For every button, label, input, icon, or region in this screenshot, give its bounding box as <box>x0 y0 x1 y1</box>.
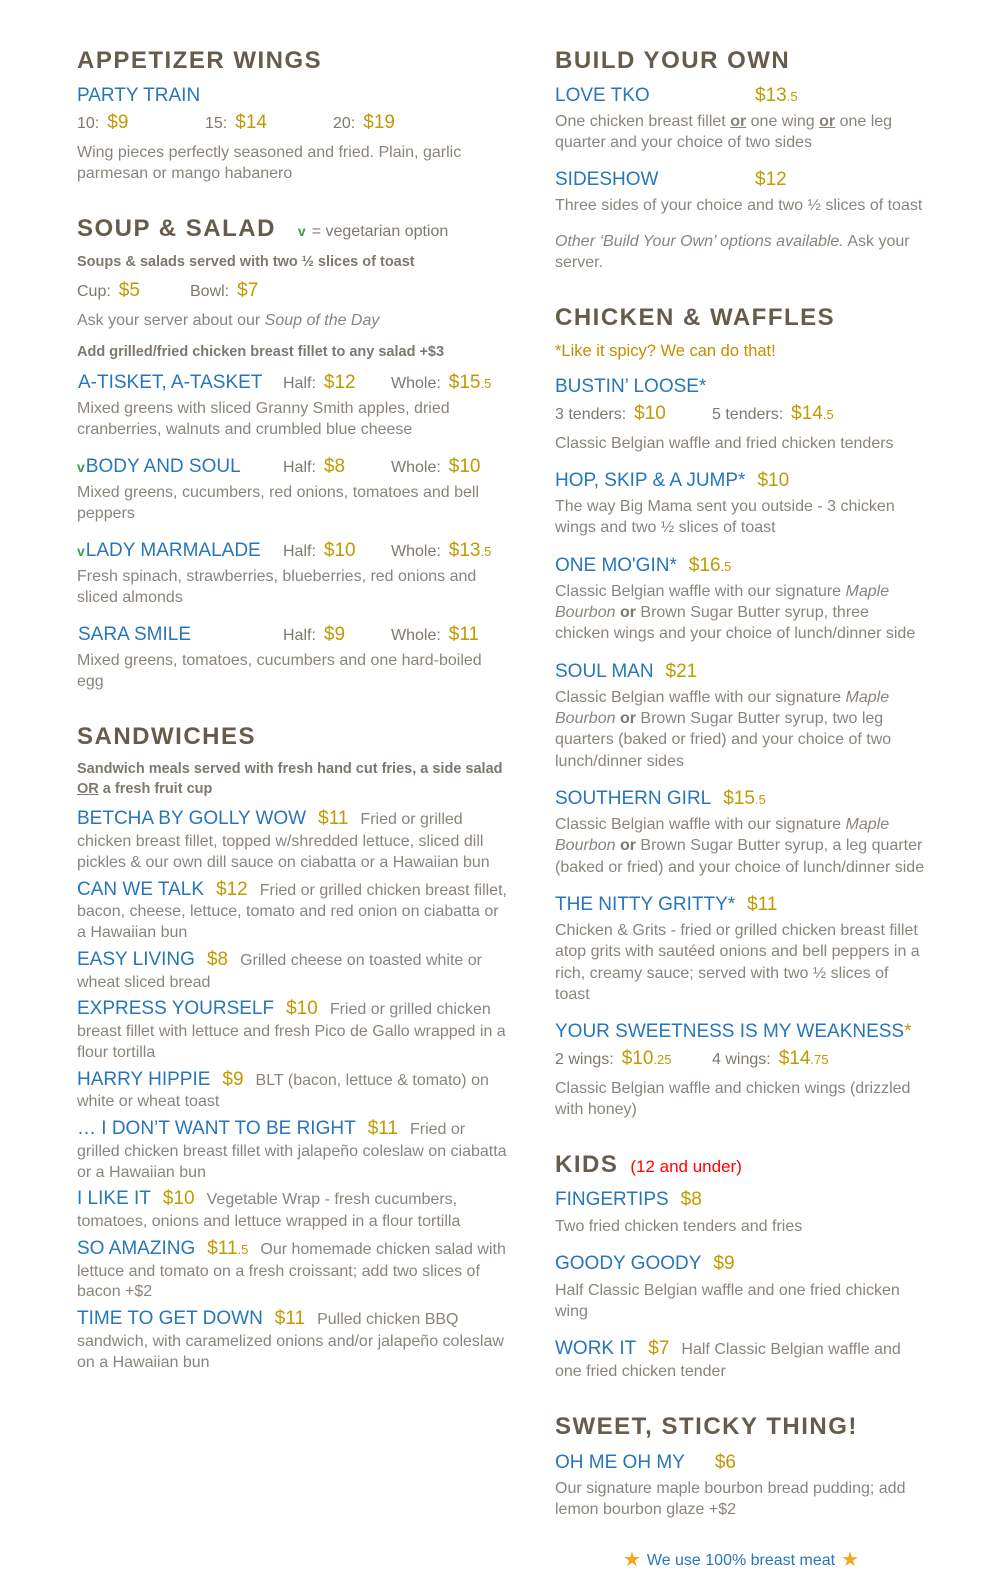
item-desc: Classic Belgian waffle with our signature Maple Bourbon or Brown Sugar Butter syrup, two leg quarters (baked or fried) and your choice of two lunch/dinner sides <box>555 689 892 770</box>
menu-item-lady-marmalade <box>77 539 507 608</box>
menu-item-southern-girl <box>555 787 927 878</box>
section-title-chicken-waffles <box>555 305 927 331</box>
half-price: Half: $12 <box>283 371 356 393</box>
item-desc: Classic Belgian waffle and chicken wings (drizzled with honey) <box>555 1079 911 1118</box>
item-name: LOVE TKO <box>555 85 650 107</box>
star-icon: ★ <box>622 1548 641 1571</box>
menu-item-time-to-get-down <box>77 1307 507 1373</box>
item-name-wrap <box>77 623 283 647</box>
item-name: WORK IT <box>555 1337 637 1359</box>
price-value: $5 <box>118 280 140 302</box>
menu-item-betcha-by-golly-wow <box>77 807 507 873</box>
item-desc: Grilled cheese on toasted white or wheat sliced bread <box>77 951 482 991</box>
price-option: 3 tenders: $10 <box>555 402 666 424</box>
menu-item-soul-man <box>555 660 927 772</box>
cup-bowl-price-row <box>77 280 507 302</box>
price-value: $9 <box>713 1252 735 1274</box>
item-desc: Two fried chicken tenders and fries <box>555 1217 803 1235</box>
footnote-text: We use 100% breast meat <box>646 1551 836 1569</box>
section-title-build-your-own <box>555 48 927 74</box>
price-label: Whole: <box>391 458 441 476</box>
item-desc: Classic Belgian waffle with our signature Maple Bourbon or Brown Sugar Butter syrup, a leg quarter (baked or fried) and your choice of lunch/dinner side <box>555 816 925 876</box>
item-name: FINGERTIPS <box>555 1189 669 1211</box>
price-label: 5 tenders: <box>712 405 784 423</box>
section-title-sandwiches <box>77 724 507 750</box>
half-price: Half: $10 <box>283 539 356 561</box>
menu-item-express-yourself <box>77 997 507 1063</box>
whole-price: Whole: $13.5 <box>391 539 492 561</box>
menu-item-so-amazing <box>77 1237 507 1303</box>
menu-item-oh-me-oh-my <box>555 1451 927 1521</box>
item-desc: Pulled chicken BBQ sandwich, with caramelized onions and/or jalapeño coleslaw on a Hawaiian bun <box>77 1311 504 1371</box>
item-desc: Mixed greens, cucumbers, red onions, tomatoes and bell peppers <box>77 483 479 522</box>
item-name: I LIKE IT <box>77 1188 151 1210</box>
menu-item-fingertips <box>555 1188 927 1237</box>
salad-row <box>77 623 507 647</box>
add-chicken-note: Add grilled/fried chicken breast fillet to any salad +$3 <box>77 344 445 361</box>
item-desc: Fried or grilled chicken breast fillet with jalapeño coleslaw on ciabatta or a Hawaiian bun <box>77 1121 507 1181</box>
price-label: Whole: <box>391 374 441 392</box>
price-value: $16.5 <box>688 554 732 576</box>
price-option <box>77 112 205 134</box>
price-label: Whole: <box>391 542 441 560</box>
item-name: SOUTHERN GIRL <box>555 787 712 809</box>
item-name: SARA SMILE <box>78 623 191 645</box>
name-price-row <box>555 893 927 918</box>
star-icon: ★ <box>841 1548 860 1571</box>
menu-item-one-mogin <box>555 554 927 645</box>
name-price-row <box>555 1188 927 1213</box>
section-title-text: APPETIZER WINGS <box>77 47 323 74</box>
item-name: OH ME OH MY <box>555 1451 685 1473</box>
menu-item-harry-hippie <box>77 1068 507 1113</box>
item-name: EASY LIVING <box>77 948 195 970</box>
item-name: SO AMAZING <box>77 1237 196 1259</box>
item-name: … I DON’T WANT TO BE RIGHT <box>77 1118 356 1140</box>
price-value: $9 <box>107 112 129 134</box>
menu-item-easy-living <box>77 948 507 993</box>
price-option <box>190 280 258 302</box>
item-name: EXPRESS YOURSELF <box>77 998 275 1020</box>
menu-item-a-tisket <box>77 371 507 440</box>
item-desc: Classic Belgian waffle and fried chicken tenders <box>555 434 894 452</box>
name-price-row <box>555 469 927 494</box>
vegetarian-icon: v <box>77 458 85 475</box>
name-price-row <box>555 1252 927 1277</box>
byo-note: Other ‘Build Your Own’ options available. Ask your server. <box>555 233 910 272</box>
price-value: $15.5 <box>723 787 766 809</box>
price-value: $7 <box>237 280 259 302</box>
name-price-row <box>555 660 927 685</box>
item-desc: Our signature maple bourbon bread pudding; add lemon bourbon glaze +$2 <box>555 1480 906 1519</box>
price-value: $13.5 <box>755 85 798 107</box>
item-name: CAN WE TALK <box>77 878 205 900</box>
spicy-note: *Like it spicy? We can do that! <box>555 341 776 360</box>
price-value: $11.5 <box>207 1237 249 1259</box>
price-option <box>205 112 333 134</box>
price-value: $14 <box>235 112 267 134</box>
salad-row <box>77 455 507 479</box>
price-label: Cup: <box>77 283 111 301</box>
vegetarian-legend-text: = vegetarian option <box>311 223 449 241</box>
menu-item-your-sweetness <box>555 1020 927 1120</box>
item-desc: Fried or grilled chicken breast fillet, topped w/shredded lettuce, sliced dill pickles & our own dill sauce on ciabatta or a Hawaiian bun <box>77 811 490 871</box>
menu-item-love-tko <box>555 84 927 153</box>
price-value: $9 <box>222 1068 244 1090</box>
item-desc: Mixed greens, tomatoes, cucumbers and one hard-boiled egg <box>77 651 482 690</box>
item-name: PARTY TRAIN <box>77 85 201 107</box>
price-option: 4 wings: $14.75 <box>712 1047 829 1069</box>
item-name-wrap <box>77 371 283 395</box>
item-name: SIDESHOW <box>555 169 659 191</box>
price-value: $6 <box>714 1451 736 1473</box>
price-label: 20: <box>333 115 356 133</box>
section-title-text: KIDS <box>555 1150 619 1178</box>
price-label: 15: <box>205 115 228 133</box>
item-desc: Three sides of your choice and two ½ slices of toast <box>555 197 923 215</box>
item-name: THE NITTY GRITTY* <box>555 893 736 915</box>
vegetarian-icon: v <box>297 223 306 240</box>
half-price: Half: $8 <box>283 455 346 477</box>
menu-item-hop-skip-jump <box>555 469 927 539</box>
item-desc: Fresh spinach, strawberries, blueberries, red onions and sliced almonds <box>77 567 477 606</box>
kids-age-note: (12 and under) <box>630 1156 742 1176</box>
price-label: 10: <box>77 115 100 133</box>
section-title-kids <box>555 1152 927 1178</box>
name-price-row <box>555 1451 927 1476</box>
left-column <box>77 0 507 1377</box>
item-name: HARRY HIPPIE <box>77 1068 211 1090</box>
item-desc: Mixed greens with sliced Granny Smith apples, dried cranberries, walnuts and crumbled blue cheese <box>77 399 450 438</box>
whole-price: Whole: $10 <box>391 455 481 477</box>
vegetarian-legend <box>298 223 448 240</box>
section-title-appetizer-wings <box>77 48 507 74</box>
price-value: $7 <box>648 1337 670 1359</box>
item-name: A-TISKET, A-TASKET <box>78 371 263 393</box>
item-desc: Half Classic Belgian waffle and one fried chicken tender <box>555 1340 901 1380</box>
price-value: $10 <box>757 469 790 491</box>
section-title-text: CHICKEN & WAFFLES <box>555 304 836 332</box>
vegetarian-icon: v <box>77 542 85 559</box>
whole-price: Whole: $11 <box>391 623 480 645</box>
price-label: 3 tenders: <box>555 405 627 423</box>
price-value: $19 <box>363 112 395 134</box>
name-price-row <box>555 787 927 812</box>
price-value: $10 <box>286 998 318 1020</box>
right-column <box>555 0 927 1588</box>
item-desc: Classic Belgian waffle with our signature Maple Bourbon or Brown Sugar Butter syrup, three chicken wings and your choice of lunch/dinner side <box>555 583 916 643</box>
salad-row <box>77 539 507 563</box>
price-row <box>77 112 507 134</box>
price-option <box>77 280 190 302</box>
menu-item-nitty-gritty <box>555 893 927 1005</box>
price-value: $12 <box>755 169 787 191</box>
breast-meat-footnote <box>555 1547 927 1572</box>
item-name: LADY MARMALADE <box>85 539 261 561</box>
item-desc: The way Big Mama sent you outside - 3 chicken wings and two ½ slices of toast <box>555 498 895 537</box>
item-name: TIME TO GET DOWN <box>77 1308 263 1330</box>
item-name: HOP, SKIP & A JUMP* <box>555 469 746 491</box>
name-price-row <box>555 168 927 192</box>
item-desc: One chicken breast fillet or one wing or one leg quarter and your choice of two sides <box>555 113 893 152</box>
item-desc: Fried or grilled chicken breast fillet, bacon, cheese, lettuce, tomato and red onion on ciabatta or a Hawaiian bun <box>77 881 507 942</box>
price-label: Half: <box>283 374 316 392</box>
salad-row <box>77 371 507 395</box>
item-name: GOODY GOODY <box>555 1252 702 1274</box>
price-row <box>555 403 927 425</box>
price-label: Half: <box>283 458 316 476</box>
price-value: $11 <box>747 893 778 915</box>
price-value: $11 <box>318 808 349 830</box>
price-label: Half: <box>283 542 316 560</box>
menu-item-party-train <box>77 84 507 184</box>
price-value: $8 <box>206 948 229 970</box>
item-name: BUSTIN’ LOOSE* <box>555 375 707 397</box>
menu-item-sara-smile <box>77 623 507 692</box>
price-value: $10 <box>162 1188 195 1210</box>
item-desc: Fried or grilled chicken breast fillet with lettuce and fresh Pico de Gallo wrapped in a flour tortilla <box>77 1001 506 1061</box>
item-desc: Wing pieces perfectly seasoned and fried. Plain, garlic parmesan or mango habanero <box>77 144 462 183</box>
half-price: Half: $9 <box>283 623 346 645</box>
item-desc: Our homemade chicken salad with lettuce and tomato on a fresh croissant; add two slices of bacon +$2 <box>77 1240 506 1301</box>
price-option: 5 tenders: $14.5 <box>712 402 834 424</box>
section-title-sweet-sticky <box>555 1414 927 1440</box>
item-name: SOUL MAN <box>555 660 654 682</box>
name-price-row <box>555 84 927 108</box>
price-value: $21 <box>665 660 698 682</box>
menu-item-goody-goody <box>555 1252 927 1322</box>
section-title-text: BUILD YOUR OWN <box>555 47 791 74</box>
price-value: $8 <box>680 1189 702 1211</box>
section-title-text: SOUP & SALAD <box>77 215 276 243</box>
section-note: Sandwich meals served with fresh hand cut fries, a side salad OR a fresh fruit cup <box>77 761 503 797</box>
menu-item-body-and-soul <box>77 455 507 524</box>
server-note: Ask your server about our Soup of the Day <box>77 312 380 330</box>
section-title-soup-salad <box>77 216 507 242</box>
name-price-row <box>555 554 927 579</box>
menu-item-work-it <box>555 1337 927 1382</box>
price-label: Bowl: <box>190 283 230 301</box>
price-label: 2 wings: <box>555 1050 614 1068</box>
price-row <box>555 1048 927 1070</box>
price-option: 2 wings: $10.25 <box>555 1047 672 1069</box>
item-name-wrap <box>77 539 283 563</box>
section-title-text: SANDWICHES <box>77 722 257 750</box>
footnote-asterisk: * <box>904 1020 912 1042</box>
price-label: 4 wings: <box>712 1050 771 1068</box>
item-name: YOUR SWEETNESS IS MY WEAKNESS* <box>555 1020 912 1042</box>
price-value: $11 <box>367 1118 398 1140</box>
menu-item-sideshow <box>555 168 927 216</box>
item-desc: Chicken & Grits - fried or grilled chicken breast fillet atop grits with sautéed onions and bell peppers in a rich, creamy sauce; served with two ½ slices of toast <box>555 922 920 1003</box>
item-name: BODY AND SOUL <box>85 455 241 477</box>
price-option <box>333 112 395 134</box>
price-value: $11 <box>274 1308 306 1330</box>
price-label: Half: <box>283 626 316 644</box>
item-name: ONE MO'GIN* <box>555 554 677 576</box>
section-title-text: SWEET, STICKY THING! <box>555 1413 858 1441</box>
menu-item-can-we-talk <box>77 878 507 944</box>
whole-price: Whole: $15.5 <box>391 371 492 393</box>
price-label: Whole: <box>391 626 441 644</box>
menu-item-i-dont-want-to-be-right <box>77 1117 507 1183</box>
item-desc: Vegetable Wrap - fresh cucumbers, tomatoes, onions and lettuce wrapped in a flour tortilla <box>77 1191 461 1231</box>
item-desc: Half Classic Belgian waffle and one fried chicken wing <box>555 1281 900 1320</box>
menu-item-bustin-loose <box>555 375 927 454</box>
item-desc: BLT (bacon, lettuce & tomato) on white or wheat toast <box>77 1071 489 1111</box>
menu-item-i-like-it <box>77 1187 507 1232</box>
price-value: $12 <box>216 878 248 900</box>
section-note: Soups & salads served with two ½ slices of toast <box>77 253 415 270</box>
item-name: BETCHA BY GOLLY WOW <box>77 808 307 830</box>
item-name-wrap <box>77 455 283 479</box>
